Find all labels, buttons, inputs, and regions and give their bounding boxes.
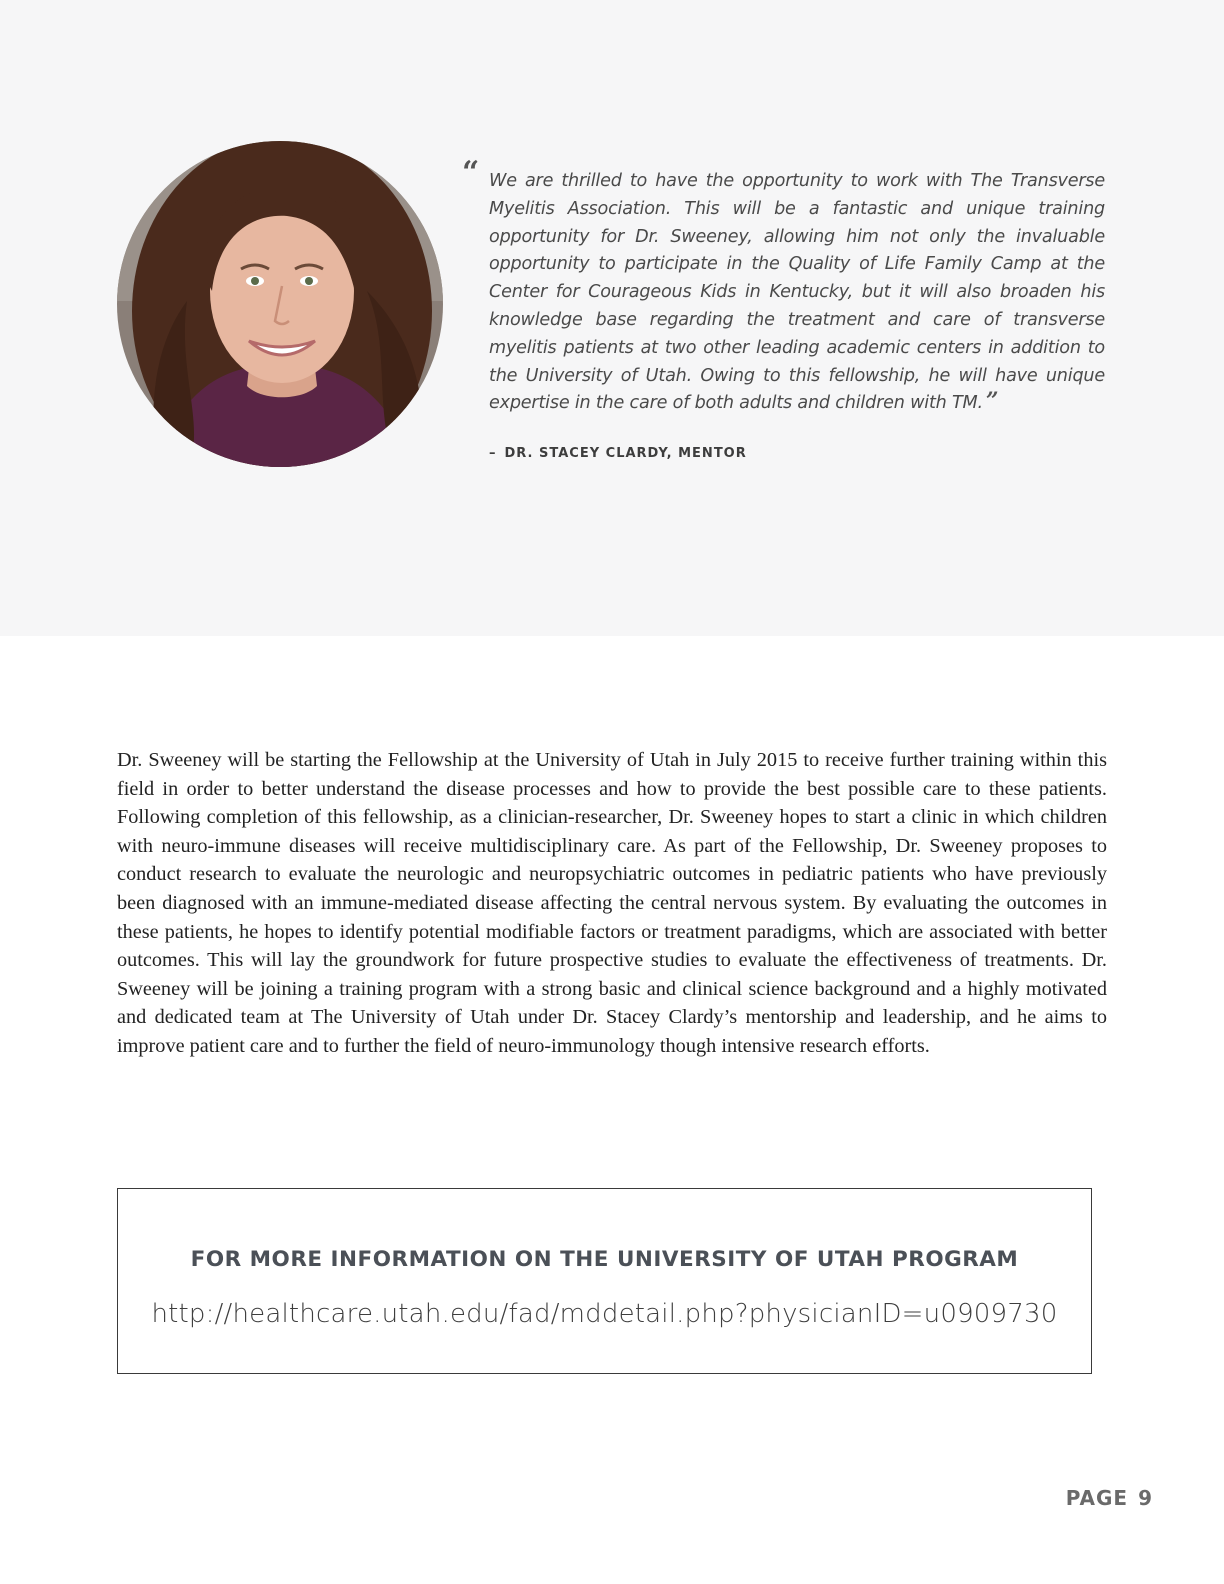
info-box bbox=[117, 1188, 1092, 1374]
body-paragraph: Dr. Sweeney will be starting the Fellowship at the University of Utah in July 2015 to receive further training within this field in order to better understand the disease processes and how to provide the best possible care to these patients. Following completion of this fellowship, as a clinician-researcher, Dr. Sweeney hopes to start a clinic in which children with neuro-immune diseases will receive multidisciplinary care. As part of the Fellowship, Dr. Sweeney proposes to conduct research to evaluate the neurologic and neuropsychiatric outcomes in pediatric patients who have previously been diagnosed with an immune-mediated disease affecting the central nervous system. By evaluating the outcomes in these patients, he hopes to identify potential modifiable factors or treatment paradigms, which are associated with better outcomes. This will lay the groundwork for future prospective studies to evaluate the effectiveness of treatments. Dr. Sweeney will be joining a training program with a strong basic and clinical science background and a highly motivated and dedicated team at The University of Utah under Dr. Stacey Clardy’s mentorship and leadership, and he aims to improve patient care and to further the field of neuro-immunology though intensive research efforts. bbox=[117, 749, 1107, 1057]
page-number-value: 9 bbox=[1138, 1486, 1153, 1510]
portrait-photo bbox=[117, 141, 443, 467]
quote-body: We are thrilled to have the opportunity to work with The Transverse Myelitis Association. This will be a fantastic and unique training opportunity for Dr. Sweeney, allowing him not only the invaluable opportunity to participate in the Quality of Life Family Camp at the Center for Courageous Kids in Kentucky, but it will also broaden his knowledge base regarding the treatment and care of transverse myelitis patients at two other leading academic centers in addition to the University of Utah. Owing to this fellowship, he will have unique expertise in the care of both adults and children with TM. bbox=[489, 171, 1105, 414]
portrait-illustration bbox=[117, 141, 443, 467]
close-quote-icon: ” bbox=[985, 388, 999, 415]
attribution-dash: – bbox=[489, 446, 497, 461]
info-heading: FOR MORE INFORMATION ON THE UNIVERSITY OF UTAH PROGRAM bbox=[190, 1247, 1019, 1272]
mentor-quote bbox=[489, 168, 1105, 418]
attribution-name: DR. STACEY CLARDY, MENTOR bbox=[504, 446, 747, 461]
quote-attribution bbox=[489, 446, 747, 461]
page-number bbox=[1066, 1486, 1153, 1510]
open-quote-icon: “ bbox=[462, 155, 480, 190]
program-url-link[interactable]: http://healthcare.utah.edu/fad/mddetail.php?physicianID=u0909730 bbox=[151, 1299, 1058, 1329]
page-label: PAGE bbox=[1065, 1486, 1129, 1510]
